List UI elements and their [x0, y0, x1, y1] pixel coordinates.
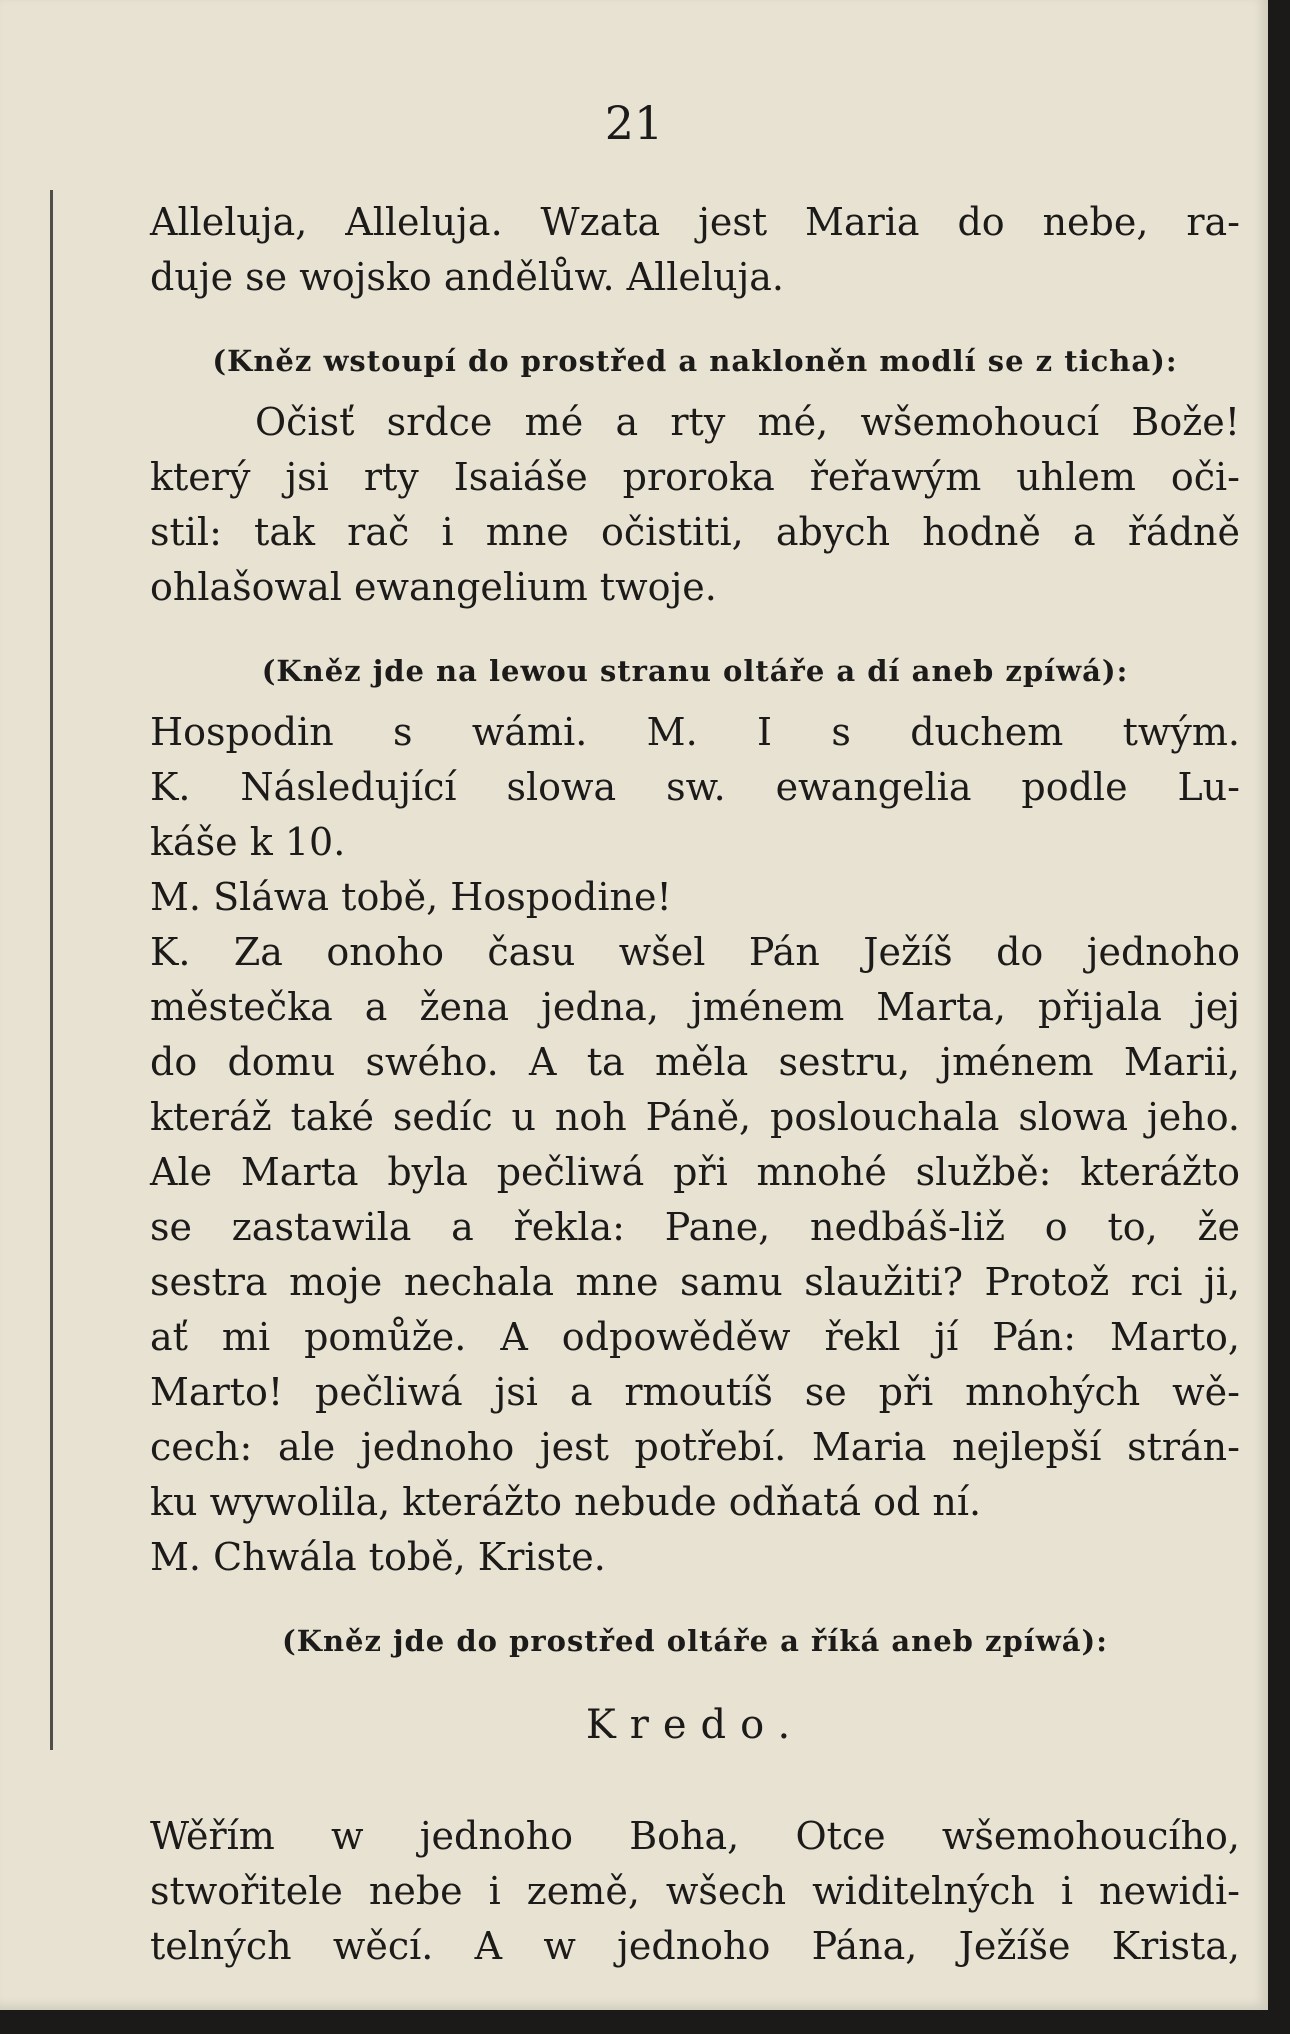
text-line: do domu swého. A ta měla sestru, jménem Marii, — [150, 1040, 1240, 1084]
text-line: cech: ale jednoho jest potřebí. Maria nejlepší strán- — [150, 1425, 1240, 1469]
text-line: který jsi rty Isaiáše proroka řeřawým uhlem oči- — [150, 455, 1240, 499]
text-line: K. Následující slowa sw. ewangelia podle Lu- — [150, 765, 1240, 809]
text-line: M. Sláwa tobě, Hospodine! — [150, 875, 672, 919]
block-spacer — [150, 615, 1240, 637]
section-heading: Kredo. — [585, 1702, 805, 1748]
text-line: M. Chwála tobě, Kriste. — [150, 1535, 606, 1579]
text-line: Wěřím w jednoho Boha, Otce wšemohoucího, — [150, 1814, 1240, 1858]
text-line: Hospodin s wámi. M. I s duchem twým. — [150, 710, 1240, 754]
block-spacer — [150, 305, 1240, 327]
paragraph — [150, 195, 1240, 305]
text-line: duje se wojsko andělůw. Alleluja. — [150, 255, 785, 299]
text-line: stil: tak rač i mne očistiti, abych hodně a řádně — [150, 510, 1240, 554]
text-line: káše k 10. — [150, 820, 346, 864]
text-line: městečka a žena jedna, jménem Marta, přijala jej — [150, 985, 1240, 1029]
text-line: ohlašowal ewangelium twoje. — [150, 565, 717, 609]
rubric-instruction: (Kněz wstoupí do prostřed a nakloněn modlí se z ticha): — [212, 344, 1178, 378]
text-line: telných wěcí. A w jednoho Pána, Ježíše Krista, — [150, 1924, 1240, 1968]
page-fold-line — [50, 190, 53, 1750]
text-line: Očisť srdce mé a rty mé, wšemohoucí Bože! — [255, 400, 1240, 444]
text-line: se zastawila a řekla: Pane, nedbáš-liž o to, že — [150, 1205, 1240, 1249]
text-line: K. Za onoho času wšel Pán Ježíš do jednoho — [150, 930, 1240, 974]
paragraph — [150, 395, 1240, 615]
paragraph — [150, 705, 1240, 870]
text-line: Ale Marta byla pečliwá při mnohé službě: kterážto — [150, 1150, 1240, 1194]
text-line: Alleluja, Alleluja. Wzata jest Maria do nebe, ra- — [150, 200, 1240, 244]
text-line: sestra moje nechala mne samu slaužiti? Protož rci ji, — [150, 1260, 1240, 1304]
block-spacer — [150, 1585, 1240, 1607]
rubric-instruction: (Kněz jde do prostřed oltáře a říká aneb zpíwá): — [282, 1624, 1108, 1658]
text-line: ku wywolila, kterážto nebude odňatá od ní. — [150, 1480, 982, 1524]
page-body — [150, 195, 1240, 1974]
text-line: ať mi pomůže. A odpowěděw řekl jí Pán: Marto, — [150, 1315, 1240, 1359]
paragraph — [150, 1530, 1240, 1585]
paragraph — [150, 925, 1240, 1530]
text-line: Marto! pečliwá jsi a rmoutíš se při mnohých wě- — [150, 1370, 1240, 1414]
paragraph — [150, 870, 1240, 925]
text-line: kteráž také sedíc u noh Páně, poslouchala slowa jeho. — [150, 1095, 1240, 1139]
block-spacer — [150, 1775, 1240, 1809]
rubric-instruction: (Kněz jde na lewou stranu oltáře a dí aneb zpíwá): — [261, 654, 1129, 688]
text-line: stwořitele nebe i země, wšech widitelných i newidi- — [150, 1869, 1240, 1913]
page-number: 21 — [604, 96, 664, 150]
paragraph — [150, 1809, 1240, 1974]
